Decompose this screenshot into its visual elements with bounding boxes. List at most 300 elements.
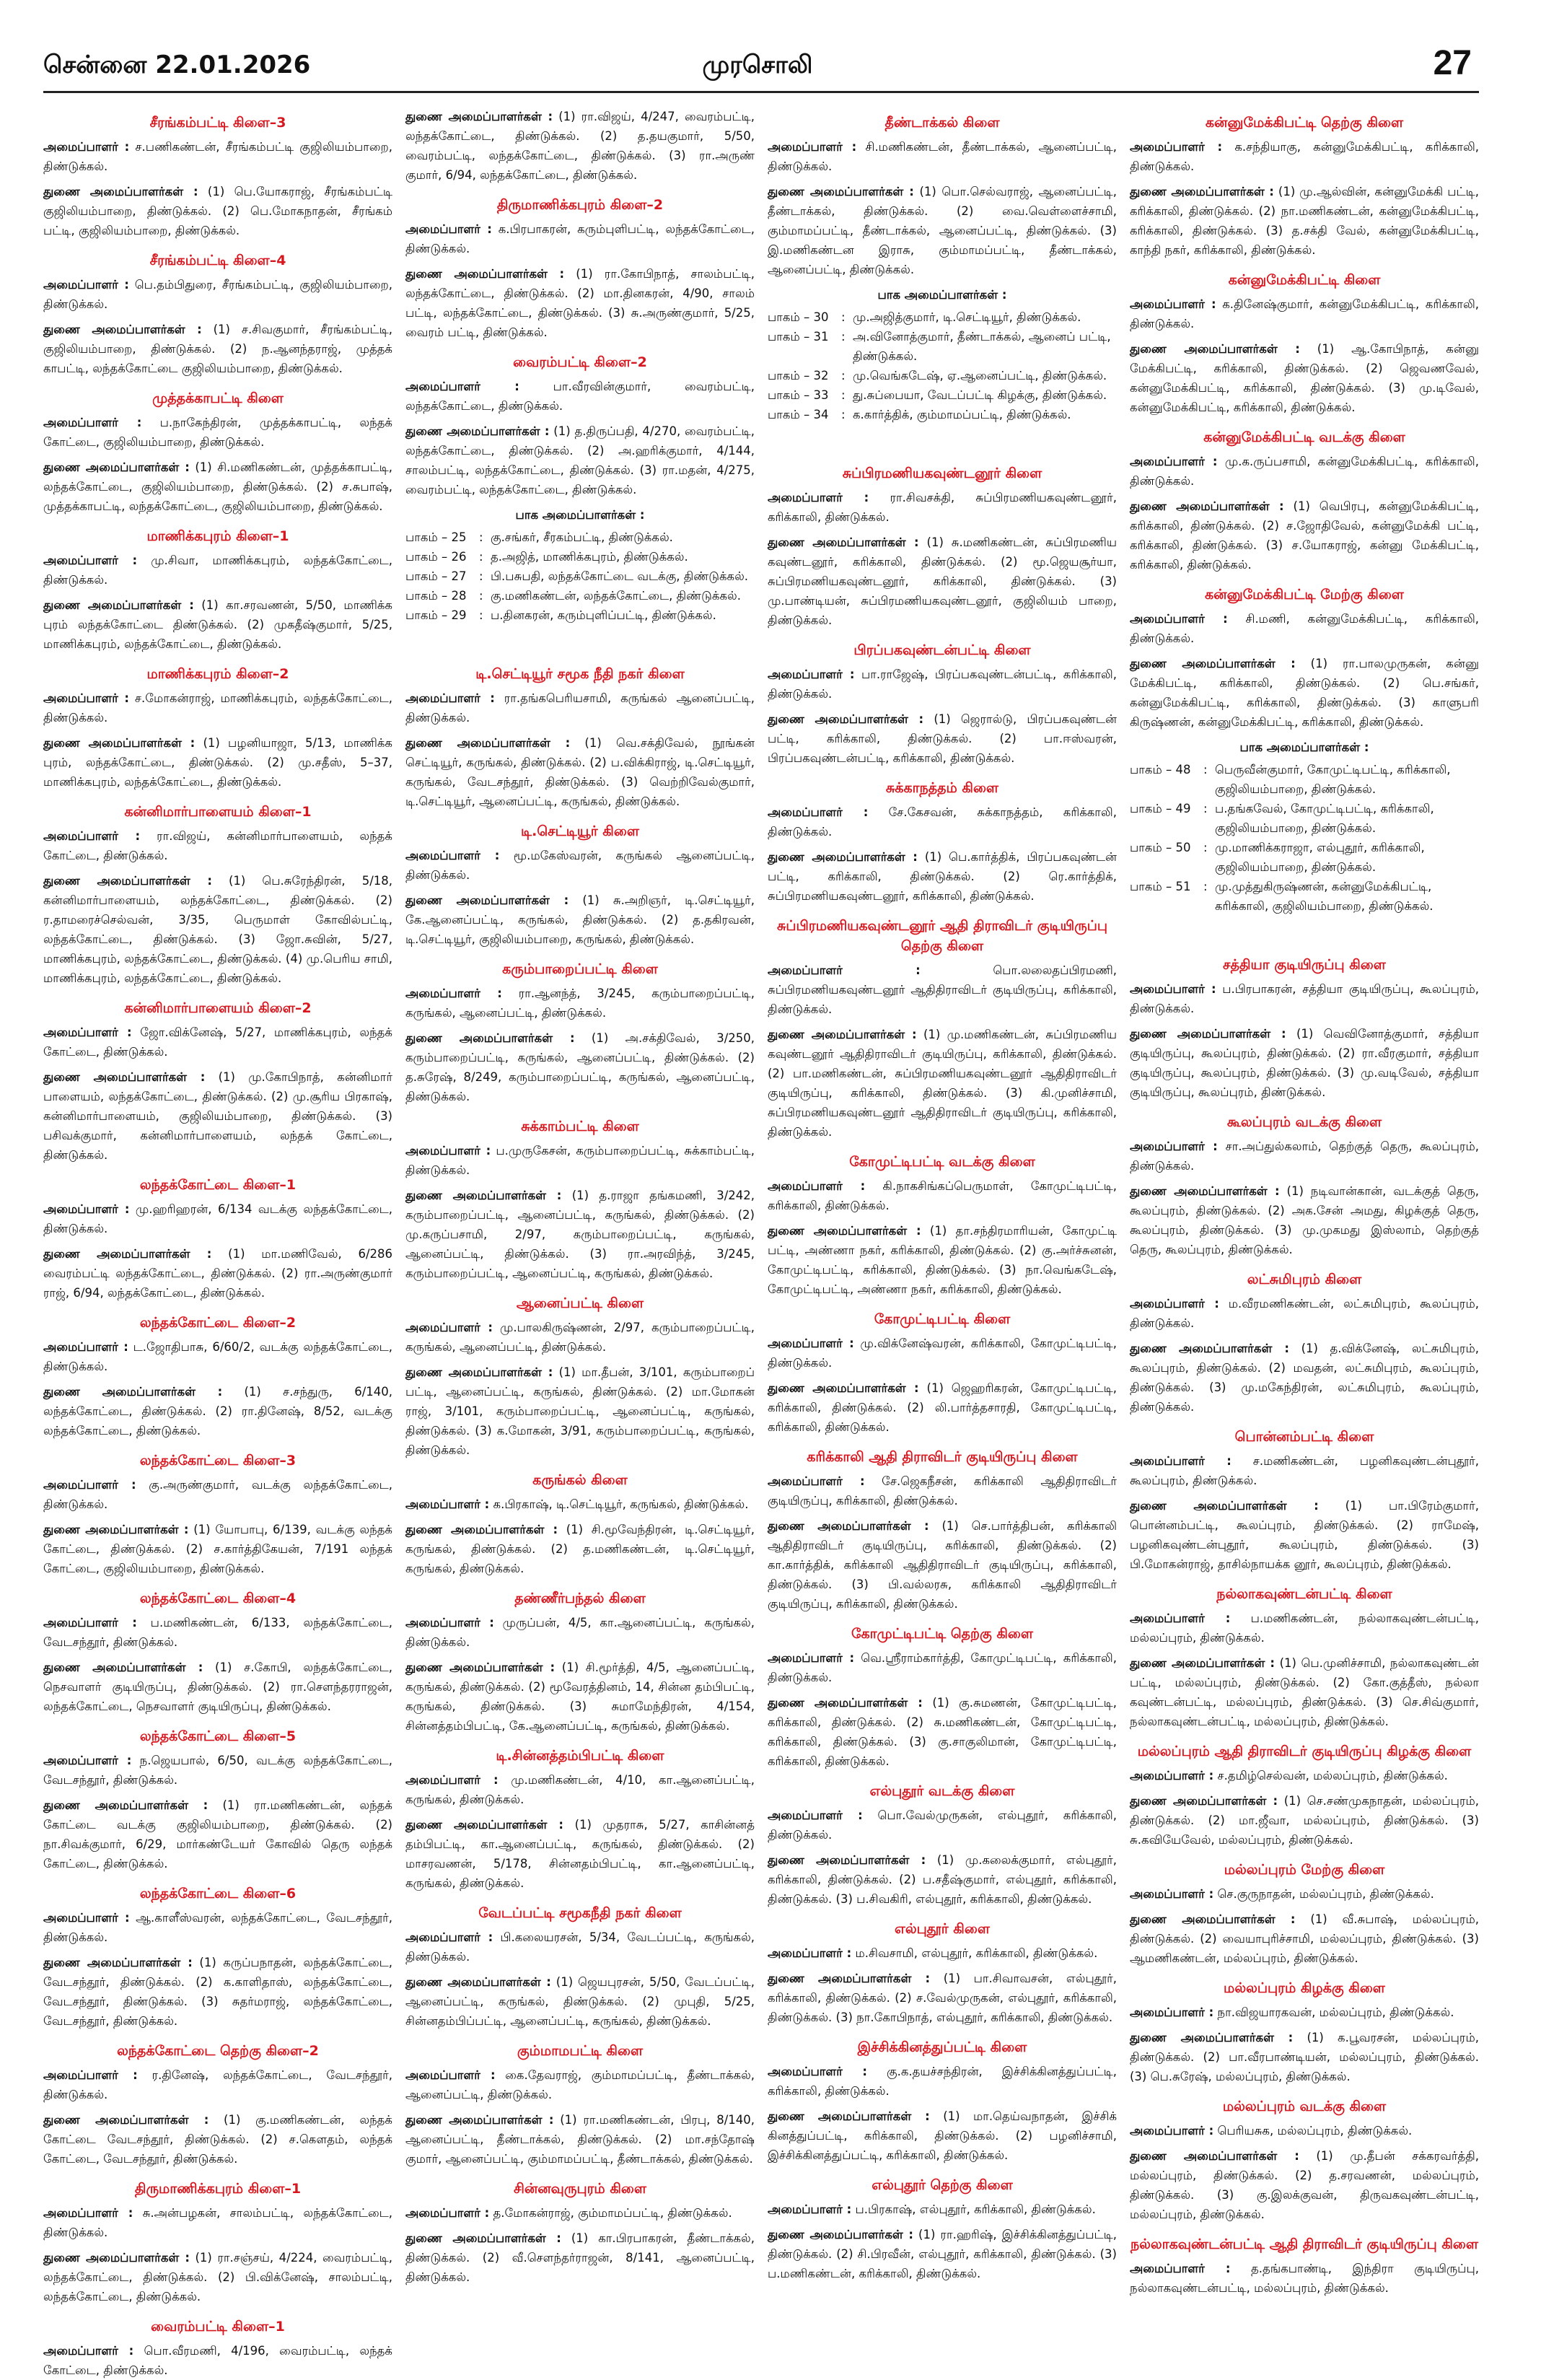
member-entry: [43, 1337, 392, 1376]
member-entry: [768, 533, 1117, 630]
branch-section: [1130, 1112, 1479, 1259]
member-names: (1) ரா.மணிகண்டன், லந்தக் கோட்டை வடக்கு குஜிலியம்பாறை, திண்டுக்கல். (2) நா.சிவக்குமார், 6/29, மார்கண்டேயர் கோவில் தெரு லந்தக் கோட்டை, திண்டுக்கல்.: [43, 1798, 392, 1871]
ward-number: பாகம் – 49: [1130, 802, 1191, 815]
member-entry: [768, 488, 1117, 527]
ward-row: [405, 586, 755, 605]
member-entry: [405, 377, 755, 416]
branch-section: [768, 1919, 1117, 2027]
member-names: (1) வீ.சுபாஷ், மல்லப்புரம், திண்டுக்கல். (2) வையாபுரிச்சாமி, மல்லப்புரம், திண்டுக்கல். (3) ஆமணிகண்டன், மல்லப்புரம், திண்டுக்கல்.: [1130, 1912, 1479, 1965]
member-names: (1) கருப்பநாதன், லந்தக்கோட்டை, வேடசந்தூர், திண்டுக்கல். (2) க.காளிதாஸ், லந்தக்கோட்டை, வேடசந்தூர், திண்டுக்கல். (3) சுதர்மராஜ், லந்தக்கோட்டை, வேடசந்தூர், திண்டுக்கல்.: [43, 1956, 392, 2028]
role-label: துணை அமைப்பாளர்கள் :: [405, 1189, 562, 1202]
branch-title: சீரங்கம்பட்டி கிளை–3: [149, 115, 286, 131]
section-gap: [1130, 916, 1479, 945]
ward-row: [405, 528, 755, 547]
member-names: (1) த.விக்னேஷ், லட்சுமிபுரம், கூலப்புரம், திண்டுக்கல். (2) மவதன், லட்சுமிபுரம், கூலப்புரம், திண்டுக்கல். (3) மு.மகேந்திரன், லட்சுமிபுரம், கூலப்புரம், திண்டுக்கல்.: [1130, 1342, 1480, 1414]
member-names: பி.கலையரசன், 5/34, வேடப்பட்டி, கருங்கல், திண்டுக்கல்.: [405, 1930, 755, 1964]
branch-title: எல்புதூர் தெற்கு கிளை: [872, 2177, 1013, 2193]
role-label: அமைப்பாளர் :: [405, 2068, 496, 2082]
branch-title: லந்தக்கோட்டை தெற்கு கிளை–2: [117, 2043, 319, 2059]
role-label: துணை அமைப்பாளர்கள் :: [43, 736, 196, 750]
member-entry: [405, 1770, 755, 1809]
ward-colon: :: [841, 310, 846, 324]
member-entry: [43, 458, 392, 516]
role-label: அமைப்பாளர் :: [768, 963, 921, 977]
ward-organizers-heading: பாக அமைப்பாளர்கள் :: [515, 508, 645, 522]
member-names: (1) க.பூவரசன், மல்லப்புரம், திண்டுக்கல். (2) பா.வீரபாண்டியன், மல்லப்புரம், திண்டுக்கல். (3) பெ.சுரேஷ், மல்லப்புரம், திண்டுக்கல்.: [1130, 2031, 1479, 2083]
role-label: துணை அமைப்பாளர்கள் :: [405, 2231, 561, 2245]
ward-number: பாகம் – 48: [1130, 763, 1191, 776]
member-entry: [405, 1520, 755, 1578]
member-names: (1) முதராசு, 5/27, காசின்னத் தம்பிபட்டி, கா.ஆனைப்பட்டி, கருங்கல், திண்டுக்கல். (2) மாசரவணன், 5/178, சின்னதம்பிபட்டி, கா.ஆனைப்பட்டி, கருங்கல், திண்டுக்கல்.: [405, 1818, 755, 1890]
role-label: அமைப்பாளர் :: [405, 222, 492, 236]
member-entry: [1130, 1609, 1479, 1648]
member-names: க.பிரபாகரன், கரும்புளிபட்டி, லந்தக்கோட்டை, திண்டுக்கல்.: [405, 222, 755, 255]
member-entry: [405, 1815, 755, 1893]
role-label: துணை அமைப்பாளர்கள் :: [768, 2109, 930, 2123]
ward-number: பாகம் – 27: [405, 569, 467, 583]
member-names: ச.மோகன்ராஜ், மாணிக்கபுரம், லந்தக்கோட்டை, திண்டுக்கல்.: [43, 691, 392, 725]
ward-number: பாகம் – 26: [405, 550, 467, 564]
member-entry: [43, 1953, 392, 2031]
branch-title: சுப்பிரமணியகவுண்டனூர் ஆதி திராவிடர் குடியிருப்பு தெற்கு கிளை: [777, 918, 1107, 954]
branch-title: மல்லப்புரம் கிழக்கு கிளை: [1224, 1980, 1385, 1996]
member-names: (1) நடிவான்கான், வடக்குத் தெரு, கூலப்புரம், திண்டுக்கல். (2) அக.சேன் அமது, கிழக்குத் தெரு, கூலப்புரம், திண்டுக்கல். (3) மு.முகமது இஸ்லாம், தெற்குத் தெரு, கூலப்புரம், திண்டுக்கல்.: [1130, 1184, 1480, 1256]
role-label: துணை அமைப்பாளர்கள் :: [768, 1028, 917, 1041]
member-names: பொ.லலைதப்பிரமணி, சுப்பிரமணியகவுண்டனூர் ஆதிதிராவிடர் குடியிருப்பு, கரிக்காலி, திண்டுக்கல்.: [768, 963, 1117, 1016]
branch-section: [768, 778, 1117, 906]
role-label: அமைப்பாளர் :: [405, 1497, 490, 1511]
branch-section: [768, 1309, 1117, 1437]
role-label: அமைப்பாளர் :: [43, 1754, 132, 1767]
member-entry: [1130, 2028, 1479, 2086]
member-entry: [43, 688, 392, 727]
role-label: துணை அமைப்பாளர்கள் :: [405, 110, 553, 123]
role-label: அமைப்பாளர் :: [1130, 1611, 1231, 1625]
branch-title: லட்சுமிபுரம் கிளை: [1247, 1272, 1362, 1287]
branch-title: ஆனைப்பட்டி கிளை: [516, 1295, 644, 1311]
role-label: துணை அமைப்பாளர்கள் :: [405, 1523, 558, 1536]
role-label: துணை அமைப்பாளர்கள் :: [1130, 1342, 1290, 1355]
member-entry: [43, 551, 392, 590]
branch-title: லந்தக்கோட்டை கிளை–2: [139, 1315, 297, 1331]
member-names: (1) மு.ஆல்வின், கன்னுமேக்கி பட்டி, கரிக்காலி, திண்டுக்கல். (2) நா.மணிகண்டன், கன்னுமேக்கிபட்டி, கரிக்காலி, திண்டுக்கல். (3) த.சக்தி வேல், கன்னுமேக்கிபட்டி, காந்தி நகர், கரிக்காலி, திண்டுக்கல்.: [1130, 185, 1479, 257]
ward-organizer: கு.சங்கர், சீரகம்பட்டி, திண்டுக்கல்.: [491, 530, 673, 544]
member-names: சி.மணி, கன்னுமேக்கிபட்டி, கரிக்காலி, திண்டுக்கல்.: [1130, 612, 1479, 645]
ward-colon: :: [479, 530, 483, 544]
role-label: துணை அமைப்பாளர்கள் :: [1130, 2031, 1294, 2044]
role-label: துணை அமைப்பாளர்கள் :: [43, 1956, 193, 1969]
branch-section: [768, 916, 1117, 1142]
member-entry: [405, 1362, 755, 1460]
member-entry: [768, 1943, 1117, 1963]
role-label: துணை அமைப்பாளர்கள் :: [43, 185, 198, 198]
branch-section: [43, 1884, 392, 2031]
branch-section: [43, 1451, 392, 1578]
branch-title: முத்தக்காபட்டி கிளை: [152, 390, 284, 406]
member-entry: [405, 1495, 755, 1514]
role-label: அமைப்பாளர் :: [1130, 140, 1223, 154]
branch-title: லந்தக்கோட்டை கிளை–3: [139, 1453, 297, 1469]
page-header: [43, 44, 1472, 101]
member-names: நா.விஜயாரகவன், மல்லப்புரம், திண்டுக்கல்.: [1217, 2005, 1454, 2019]
ward-row: [405, 566, 755, 586]
ward-colon: :: [479, 569, 483, 583]
role-label: அமைப்பாளர் :: [1130, 1139, 1218, 1153]
member-names: (1) சு.அறிஞர், டி.செட்டியூர், கே.ஆனைப்பட்டி, கருங்கல், திண்டுக்கல். (2) த.தகிரவன், டி.செட்டியூர், குஜிலியம்பாறை, கருங்கல், திண்டுக்கல்.: [405, 893, 755, 946]
member-names: (1) பெ.சுரேந்திரன், 5/18, கன்னிமார்பாளையம், லந்தக்கோட்டை, திண்டுக்கல். (2) ர.தாமரைச்செல்வன், 3/35, பெருமாள் கோவில்பட்டி, லந்தக்கோட்டை, திண்டுக்கல். (3) ஜோ.சுவின், 5/27, மாணிக்கபுரம், லந்தக்கோட்டை, திண்டுக்கல். (4) மு.பெரிய சாமி, மாணிக்கபுரம், லந்தக்கோட்டை, திண்டுக்கல்.: [43, 874, 392, 985]
member-entry: [43, 1658, 392, 1716]
member-names: ப.பிரகாஷ், எல்புதூர், கரிக்காலி, திண்டுக்கல்.: [855, 2202, 1096, 2216]
member-entry: [1130, 2146, 1479, 2224]
role-label: துணை அமைப்பாளர்கள் :: [405, 1661, 556, 1674]
member-entry: [405, 219, 755, 258]
role-label: துணை அமைப்பாளர்கள் :: [405, 1818, 563, 1832]
role-label: அமைப்பாளர் :: [1130, 982, 1216, 996]
branch-title: கும்மாமபட்டி கிளை: [517, 2043, 644, 2059]
member-entry: [43, 137, 392, 176]
member-entry: [405, 1972, 755, 2031]
branch-section: [1130, 270, 1479, 417]
branch-section: [43, 2316, 392, 2380]
member-entry: [405, 264, 755, 342]
member-entry: [405, 2203, 755, 2223]
branch-section: [43, 1726, 392, 1873]
role-label: துணை அமைப்பாளர்கள் :: [43, 460, 190, 474]
branch-section: [1130, 1584, 1479, 1731]
member-names: (1) மு.மணிகண்டன், சுப்பிரமணிய கவுண்டனூர் ஆதிதிராவிடர் குடியிருப்பு, கரிக்காலி, திண்டுக்கல். (2) பா.மணிகண்டன், சுப்பிரமணியகவுண்டனூர் ஆதிதிராவிடர் குடியிருப்பு, கரிக்காலி, திண்டுக்கல். (3) கி.முனிச்சாமி, சுப்பிரமணியகவுண்டனூர் ஆதிதிராவிடர் குடியிருப்பு, கரிக்காலி, திண்டுக்கல்.: [768, 1028, 1117, 1139]
ward-number: பாகம் – 33: [768, 388, 829, 402]
ward-colon: :: [479, 608, 483, 622]
branch-title: பிரப்பகவுண்டன்பட்டி கிளை: [853, 642, 1031, 658]
role-label: அமைப்பாளர் :: [1130, 1887, 1214, 1901]
member-entry: [768, 802, 1117, 841]
role-label: துணை அமைப்பாளர்கள் :: [768, 535, 919, 549]
ward-organizer: கு.மணிகண்டன், லந்தக்கோட்டை, திண்டுக்கல்.: [491, 589, 741, 603]
ward-organizer: மு.மாணிக்கராஜா, எல்புதூர், கரிக்காலி, குஜிலியம்பாறை, திண்டுக்கல்.: [1215, 841, 1425, 874]
member-names: ச.தமிழ்செல்வன், மல்லப்புரம், திண்டுக்கல்.: [1217, 1769, 1448, 1782]
member-entry: [1130, 294, 1479, 333]
role-label: துணை அமைப்பாளர்கள் :: [43, 2251, 190, 2265]
role-label: அமைப்பாளர் :: [1130, 297, 1216, 311]
member-entry: [1130, 1884, 1479, 1904]
branch-title: டி.செட்டியூர் கிளை: [521, 823, 639, 839]
member-names: மு.மணிகண்டன், 4/10, கா.ஆனைப்பட்டி, கருங்கல், திண்டுக்கல்.: [405, 1773, 755, 1806]
role-label: அமைப்பாளர் :: [43, 829, 141, 843]
branch-title: சீரங்கம்பட்டி கிளை–4: [149, 253, 286, 268]
member-names: த.தங்கபாண்டி, இந்திரா குடியிருப்பு, நல்லாகவுண்டன்பட்டி, மல்லப்புரம், திண்டுக்கல்.: [1130, 2262, 1479, 2295]
role-label: துணை அமைப்பாளர்கள் :: [405, 736, 571, 750]
branch-section: [768, 1152, 1117, 1299]
branch-section: [405, 352, 755, 654]
member-names: பொ.வீரமணி, 4/196, வைரம்பட்டி, லந்தக் கோட்டை, திண்டுக்கல்.: [43, 2344, 392, 2377]
role-label: அமைப்பாளர் :: [1130, 2005, 1214, 2019]
role-label: அமைப்பாளர் :: [405, 986, 502, 1000]
role-label: அமைப்பாளர் :: [43, 2344, 134, 2358]
branch-title: இச்சிக்கினத்துப்பட்டி கிளை: [857, 2039, 1027, 2055]
branch-title: கன்னிமார்பாளையம் கிளை–2: [124, 1000, 312, 1016]
member-names: (1) ஆ.கோபிநாத், கன்னு மேக்கிபட்டி, கரிக்காலி, திண்டுக்கல். (2) ஜெவணவேல், கன்னுமேக்கிபட்டி, கரிக்காலி, திண்டுக்கல். (3) மு.டிவேல், கன்னுமேக்கிபட்டி, கரிக்காலி, திண்டுக்கல்.: [1130, 342, 1479, 414]
role-label: அமைப்பாளர் :: [768, 2202, 852, 2216]
ward-row: [1130, 760, 1479, 799]
role-label: துணை அமைப்பாளர்கள் :: [1130, 342, 1300, 356]
branch-section: [43, 802, 392, 988]
ward-colon: :: [841, 330, 846, 344]
role-label: அமைப்பாளர் :: [405, 849, 500, 862]
branch-section: [1130, 585, 1479, 945]
member-entry: [405, 1141, 755, 1180]
member-entry: [768, 1969, 1117, 2027]
member-names: வெ.ஸ்ரீராம்கார்த்தி, கோமுட்டிபட்டி, கரிக்காலி, திண்டுக்கல்.: [768, 1651, 1117, 1684]
member-names: (1) ரா.சஞ்சய், 4/224, வைரம்பட்டி, லந்தக்கோட்டை, திண்டுக்கல். (2) பி.விக்னேஷ், சாலம்பட்டி, லந்தக்கோட்டை, திண்டுக்கல்.: [43, 2251, 392, 2304]
role-label: துணை அமைப்பாளர்கள் :: [405, 267, 565, 281]
member-names: மு.விக்னேஷ்வரன், கரிக்காலி, கோமுட்டிபட்டி, திண்டுக்கல்.: [768, 1336, 1117, 1370]
member-entry: [405, 891, 755, 949]
member-entry: [1130, 1137, 1479, 1176]
member-entry: [768, 1693, 1117, 1771]
branch-title: நல்லாகவுண்டன்பட்டி கிளை: [1216, 1586, 1392, 1602]
member-entry: [768, 2225, 1117, 2283]
member-names: (1) ஜெஹரிகரன், கோமுட்டிபட்டி, கரிக்காலி, திண்டுக்கல். (2) லி.பார்த்தசாரதி, கோமுட்டிபட்டி, கரிக்காலி, திண்டுக்கல்.: [768, 1381, 1117, 1434]
member-names: ம.வீரமணிகண்டன், லட்சுமிபுரம், கூலப்புரம், திண்டுக்கல்.: [1130, 1297, 1479, 1330]
role-label: அமைப்பாளர் :: [1130, 1769, 1214, 1782]
branch-section: [1130, 1860, 1479, 1968]
member-names: (1) மு.தீபன் சக்கரவர்த்தி, மல்லப்புரம், திண்டுக்கல். (2) த.சரவணன், மல்லப்புரம், திண்டுக்கல். (3) கு.இலக்குவன், திருவகவுண்டன்பட்டி, மல்லப்புரம், திண்டுக்கல்.: [1130, 2149, 1479, 2221]
member-names: சே.ஜெகநீசன், கரிக்காலி ஆதிதிராவிடர் குடியிருப்பு, கரிக்காலி, திண்டுக்கல்.: [768, 1474, 1117, 1508]
member-names: (1) சி.மூர்த்தி, 4/5, ஆனைப்பட்டி, கருங்கல், திண்டுக்கல். (2) மூவேரத்தினம், 14, சின்ன தம்பிபட்டி, கருங்கல், திண்டுக்கல். (3) சுமாமேந்திரன், 4/154, சின்னத்தம்பிபட்டி, கே.ஆனைப்பட்டி, கருங்கல், திண்டுக்கல்.: [405, 1661, 755, 1733]
member-entry: [405, 1658, 755, 1736]
member-entry: [1130, 1294, 1479, 1333]
member-names: ச.மணிகண்டன், பழனிகவுண்டன்புதூர், கூலப்புரம், திண்டுக்கல்.: [1130, 1454, 1480, 1487]
member-names: (1) கா.சரவணன், 5/50, மாணிக்க புரம் லந்தக்கோட்டை திண்டுக்கல். (2) முகதீஷ்குமார், 5/25, மாணிக்கபுரம், லந்தக்கோட்டை, திண்டுக்கல்.: [43, 598, 392, 651]
member-entry: [43, 2341, 392, 2380]
member-entry: [43, 2248, 392, 2306]
branch-section: [405, 2179, 755, 2287]
ward-colon: :: [841, 408, 846, 421]
member-entry: [405, 1613, 755, 1652]
branch-section: [405, 1903, 755, 2031]
branch-section: [1130, 1269, 1479, 1417]
role-label: துணை அமைப்பாளர்கள் :: [43, 1247, 212, 1261]
member-names: ரா.தங்கபெரியசாமி, கருங்கல் ஆனைப்பட்டி, திண்டுக்கல்.: [405, 691, 755, 725]
branch-section: [405, 1116, 755, 1283]
ward-organizers-heading: பாக அமைப்பாளர்கள் :: [877, 288, 1007, 302]
role-label: அமைப்பாளர் :: [43, 140, 130, 154]
branch-section: [405, 959, 755, 1106]
branch-section: [43, 1175, 392, 1303]
ward-colon: :: [1203, 880, 1208, 893]
branch-title: சுக்காம்பட்டி கிளை: [521, 1119, 639, 1134]
branch-section: [405, 2041, 755, 2169]
ward-organizer: க.கார்த்திக், கும்மாமப்பட்டி, திண்டுக்கல்.: [853, 408, 1071, 421]
branch-title: எல்புதூர் வடக்கு கிளை: [869, 1783, 1015, 1799]
branch-section: [43, 1588, 392, 1716]
ward-number: பாகம் – 31: [768, 330, 829, 344]
branch-title: டி.சின்னத்தம்பிபட்டி கிளை: [496, 1748, 664, 1764]
member-entry: [768, 1806, 1117, 1845]
role-label: அமைப்பாளர் :: [405, 691, 495, 705]
member-entry: [405, 984, 755, 1023]
ward-organizer: ப.தங்கவேல், கோமுட்டிபட்டி, கரிக்காலி, குஜிலியம்பாறை, திண்டுக்கல்.: [1215, 802, 1434, 835]
member-entry: [768, 1176, 1117, 1215]
member-entry: [43, 413, 392, 452]
ward-colon: :: [479, 589, 483, 603]
member-names: பெரியசுக, மல்லப்புரம், திண்டுக்கல்.: [1217, 2124, 1413, 2138]
article-columns: [43, 107, 1480, 2377]
member-names: ர.தினேஷ், லந்தக்கோட்டை, வேடசந்தூர், திண்டுக்கல்.: [43, 2068, 392, 2101]
member-names: (1) தா.சந்திரமாரியன், கோமுட்டி பட்டி, அண்ணா நகர், கரிக்காலி, திண்டுக்கல். (2) கு.அர்ச்சுனன், கோமுட்டிபட்டி, கரிக்காலி, திண்டுக்கல். (3) நா.வெங்கடேஷ், கோமுட்டிபட்டி, அண்ணா நகர், கரிக்காலி, திண்டுக்கல்.: [768, 1224, 1117, 1296]
ward-colon: :: [841, 369, 846, 382]
role-label: துணை அமைப்பாளர்கள் :: [405, 1031, 575, 1045]
member-names: (1) கு.மணிகண்டன், லந்தக் கோட்டை வேடசந்தூர், திண்டுக்கல். (2) ச.கௌதம், லந்தக் கோட்டை, வேடசந்தூர், திண்டுக்கல்.: [43, 2113, 392, 2166]
branch-section: [405, 664, 755, 811]
branch-title: மல்லப்புரம் மேற்கு கிளை: [1224, 1862, 1385, 1878]
member-names: (1) மு.கலைக்குமார், எல்புதூர், கரிக்காலி, திண்டுக்கல். (2) ப.சதீஷ்குமார், எல்புதூர், கரிக்காலி, திண்டுக்கல். (3) ப.சிவகிரி, எல்புதூர், கரிக்காலி, திண்டுக்கல்.: [768, 1853, 1117, 1906]
role-label: துணை அமைப்பாளர்கள் :: [43, 598, 194, 612]
member-entry: [43, 2065, 392, 2104]
section-gap: [768, 424, 1117, 453]
member-entry: [43, 1475, 392, 1514]
member-names: கு.அருண்குமார், வடக்கு லந்தக்கோட்டை, திண்டுக்கல்.: [43, 1478, 392, 1511]
role-label: அமைப்பாளர் :: [768, 805, 869, 819]
member-names: கை.தேவராஜ், கும்மாமப்பட்டி, தீண்டாக்கல், ஆனைப்பட்டி, திண்டுக்கல்.: [405, 2068, 755, 2101]
member-names: (1) ஜெரால்டு, பிரப்பகவுண்டன் பட்டி, கரிக்காலி, திண்டுக்கல். (2) பா.ஈஸ்வரன், பிரப்பகவுண்டன்பட்டி, கரிக்காலி, திண்டுக்கல்.: [768, 712, 1118, 765]
member-entry: [43, 1520, 392, 1578]
branch-title: மாணிக்கபுரம் கிளை–2: [146, 666, 289, 682]
member-names: ரா.சிவசக்தி, சுப்பிரமணியகவுண்டனூர், கரிக்காலி, திண்டுக்கல்.: [768, 491, 1117, 524]
branch-section: [768, 463, 1117, 630]
role-label: துணை அமைப்பாளர்கள் :: [768, 1853, 926, 1867]
role-label: அமைப்பாளர் :: [768, 2065, 868, 2078]
ward-row: [405, 605, 755, 625]
member-entry: [43, 871, 392, 988]
member-entry: [768, 2200, 1117, 2219]
role-label: அமைப்பாளர் :: [405, 1321, 493, 1334]
role-label: துணை அமைப்பாளர்கள் :: [1130, 1027, 1286, 1041]
ward-organizer: பி.பசுபதி, லந்தக்கோட்டை வடக்கு, திண்டுக்கல்.: [491, 569, 749, 583]
role-label: துணை அமைப்பாளர்கள் :: [43, 1661, 203, 1674]
member-entry: [405, 2065, 755, 2104]
ward-number: பாகம் – 51: [1130, 880, 1191, 893]
member-entry: [1130, 1024, 1479, 1102]
role-label: அமைப்பாளர் :: [43, 691, 129, 705]
branch-title: கூலப்புரம் வடக்கு கிளை: [1226, 1114, 1382, 1130]
member-names: (1) ச.கோபி, லந்தக்கோட்டை, நெசவாளர் குடியிருப்பு, திண்டுக்கல். (2) ரா.செளந்தரராஜன், லந்தக்கோட்டை, நெசவாளர் குடியிருப்பு, திண்டுக்கல்.: [43, 1661, 392, 1713]
member-names: ப.நாகேந்திரன், முத்தக்காபட்டி, லந்தக் கோட்டை, குஜிலியம்பாறை, திண்டுக்கல்.: [43, 416, 392, 449]
member-names: சி.மணிகண்டன், தீண்டாக்கல், ஆனைப்பட்டி, திண்டுக்கல்.: [768, 140, 1118, 173]
branch-title: கன்னுமேக்கிபட்டி கிளை: [1228, 272, 1381, 288]
role-label: துணை அமைப்பாளர்கள் :: [768, 1519, 929, 1533]
branch-title: கருங்கல் கிளை: [532, 1472, 628, 1488]
member-names: ரா.ஆனந்த், 3/245, கரும்பாறைப்பட்டி, கருங்கல், ஆனைப்பட்டி, திண்டுக்கல்.: [405, 986, 755, 1020]
member-entry: [43, 1795, 392, 1873]
branch-section: [405, 821, 755, 949]
role-label: அமைப்பாளர் :: [1130, 1297, 1219, 1311]
member-entry: [405, 688, 755, 727]
member-names: (1) சி.மணிகண்டன், முத்தக்காபட்டி, லந்தக்கோட்டை, குஜிலியம்பாறை, திண்டுக்கல். (2) ச.சுபாஷ், முத்தக்காபட்டி, லந்தக்கோட்டை, குஜிலியம்பாறை, திண்டுக்கல்.: [43, 460, 392, 513]
member-names: (1) ஜெயபுரசன், 5/50, வேடப்பட்டி, ஆனைப்பட்டி, கருங்கல், திண்டுக்கல். (2) முபுதி, 5/25, சின்னதம்பிப்பட்டி, ஆனைப்பட்டி, கருங்கல், திண்டுக்கல்.: [405, 1975, 755, 2028]
branch-title: லந்தக்கோட்டை கிளை–6: [139, 1886, 297, 1902]
member-names: (1) ச.சந்துரு, 6/140, லந்தக்கோட்டை, திண்டுக்கல். (2) ரா.தினேஷ், 8/52, வடக்கு லந்தக்கோட்டை, திண்டுக்கல்.: [43, 1385, 392, 1438]
member-names: (1) சு.மணிகண்டன், சுப்பிரமணிய கவுண்டனூர், கரிக்காலி, திண்டுக்கல். (2) மூ.ஜெயசூர்யா, சுப்பிரமணியகவுண்டனூர், கரிக்காலி, திண்டுக்கல். (3) மு.பாண்டியன், சுப்பிரமணியகவுண்டனூர், குஜிலியம் பாறை, திண்டுக்கல்.: [768, 535, 1117, 627]
branch-section: [43, 2041, 392, 2169]
member-entry: [1130, 654, 1479, 732]
member-entry: [768, 709, 1117, 768]
member-entry: [768, 1850, 1117, 1909]
branch-section: [768, 2175, 1117, 2283]
member-names: க.பிரகாஷ், டி.செட்டியூர், கருங்கல், திண்டுக்கல்.: [493, 1497, 749, 1511]
member-names: ப.பிரபாகரன், சத்தியா குடியிருப்பு, கூலப்புரம், திண்டுக்கல்.: [1130, 982, 1479, 1015]
role-label: துணை அமைப்பாளர்கள் :: [768, 1696, 923, 1710]
member-names: (1) த.ராஜா தங்கமணி, 3/242, கரும்பாறைப்பட்டி, ஆனைப்பட்டி, கருங்கல், திண்டுக்கல். (2) மு.கருப்பசாமி, 2/97, கரும்பாறைப்பட்டி, கருங்கல், ஆனைப்பட்டி, திண்டுக்கல். (3) ரா.அரவிந்த், 3/245, கரும்பாறைப்பட்டி, ஆனைப்பட்டி, கருங்கல், திண்டுக்கல்.: [405, 1189, 755, 1280]
branch-title: சின்னவுருபுரம் கிளை: [513, 2181, 647, 2197]
member-entry: [405, 107, 755, 185]
member-entry: [405, 421, 755, 499]
member-entry: [1130, 182, 1479, 260]
branch-title: கோமுட்டிபட்டி வடக்கு கிளை: [849, 1154, 1035, 1170]
member-entry: [43, 2110, 392, 2169]
role-label: அமைப்பாளர் :: [43, 2068, 138, 2082]
member-names: மூ.மகேஸ்வரன், கருங்கல் ஆனைப்பட்டி, திண்டுக்கல்.: [405, 849, 755, 882]
ward-colon: :: [1203, 802, 1208, 815]
branch-title: பொன்னம்பட்டி கிளை: [1234, 1429, 1374, 1445]
member-names: (1) ரா.பாலமுருகன், கன்னு மேக்கிபட்டி, கரிக்காலி, திண்டுக்கல். (2) பெ.சங்கர், கன்னுமேக்கிபட்டி, கரிக்காலி, திண்டுக்கல். (3) காளுபரி கிருஷ்ணன், கன்னுமேக்கிபட்டி, கரிக்காலி, திண்டுக்கல்.: [1130, 657, 1479, 729]
branch-title: கன்னிமார்பாளையம் கிளை–1: [124, 804, 312, 820]
branch-title: கன்னுமேக்கிபட்டி தெற்கு கிளை: [1205, 115, 1404, 131]
branch-title: கன்னுமேக்கிபட்டி மேற்கு கிளை: [1205, 587, 1404, 603]
branch-title: வேடப்பட்டி சமூகநீதி நகர் கிளை: [478, 1905, 682, 1921]
dateline: சென்னை 22.01.2026: [43, 51, 311, 79]
branch-title: வைரம்பட்டி கிளை–2: [513, 354, 647, 370]
role-label: அமைப்பாளர் :: [43, 1340, 128, 1354]
branch-title: கோமுட்டிபட்டி தெற்கு கிளை: [851, 1626, 1034, 1642]
branch-title: நல்லாகவுண்டன்பட்டி ஆதி திராவிடர் குடியிருப்பு கிளை: [1130, 2236, 1479, 2252]
member-entry: [768, 847, 1117, 906]
branch-title: மல்லப்புரம் வடக்கு கிளை: [1222, 2099, 1387, 2114]
member-entry: [768, 1648, 1117, 1687]
role-label: அமைப்பாளர் :: [43, 416, 142, 429]
column-1: [43, 107, 393, 2377]
member-entry: [768, 1516, 1117, 1614]
member-names: பெ.தம்பிதுரை, சீரங்கம்பட்டி, குஜிலியம்பாறை, திண்டுக்கல்.: [43, 278, 392, 311]
member-entry: [768, 182, 1117, 279]
role-label: அமைப்பாளர் :: [405, 2206, 490, 2220]
role-label: துணை அமைப்பாளர்கள் :: [405, 893, 569, 907]
branch-title: லந்தக்கோட்டை கிளை–1: [139, 1177, 297, 1193]
member-entry: [43, 1244, 392, 1303]
ward-colon: :: [1203, 841, 1208, 854]
role-label: அமைப்பாளர் :: [768, 140, 857, 154]
role-label: அமைப்பாளர் :: [1130, 1454, 1232, 1468]
member-names: (1) செ.சண்முகநாதன், மல்லப்புரம், திண்டுக்கல். (2) மா.ஜீவா, மல்லப்புரம், திண்டுக்கல். (3) சு.கவியேவேல், மல்லப்புரம், திண்டுக்கல்.: [1130, 1794, 1479, 1847]
role-label: அமைப்பாளர் :: [768, 1336, 854, 1350]
ward-number: பாகம் – 32: [768, 369, 829, 382]
member-names: மு.பாலகிருஷ்ணன், 2/97, கரும்பாறைப்பட்டி, கருங்கல், ஆனைப்பட்டி, திண்டுக்கல்.: [405, 1321, 755, 1354]
ward-row: [768, 385, 1117, 405]
role-label: துணை அமைப்பாளர்கள் :: [405, 424, 550, 438]
branch-title: கன்னுமேக்கிபட்டி வடக்கு கிளை: [1203, 429, 1405, 445]
branch-title: சுக்காநத்தம் கிளை: [885, 780, 999, 796]
branch-section: [768, 1447, 1117, 1614]
ward-number: பாகம் – 29: [405, 608, 467, 622]
ward-colon: :: [1203, 763, 1208, 776]
branch-section: [1130, 2096, 1479, 2224]
role-label: துணை அமைப்பாளர்கள் :: [1130, 1656, 1276, 1670]
member-names: (1) பொ.செல்வராஜ், ஆனைப்பட்டி, தீண்டாக்கல், திண்டுக்கல். (2) வை.வெள்ளைச்சாமி, கும்மாமப்பட்டி, தீண்டாக்கல், ஆனைப்பட்டி, திண்டுக்கல். (3) இ.மணிகண்டன இராசு, கும்மாமப்பட்டி, தீண்டாக்கல், ஆனைப்பட்டி, திண்டுக்கல்.: [768, 185, 1118, 276]
member-names: (1) ரா.ஹரிஷ், இச்சிக்கினத்துப்பட்டி, திண்டுக்கல். (2) சி.பிரவீன், எல்புதூர், கரிக்காலி, திண்டுக்கல். (3) ப.மணிகண்டன், கரிக்காலி, திண்டுக்கல்.: [768, 2228, 1117, 2280]
member-names: (1) மா.தீபன், 3/101, கரும்பாறைப் பட்டி, ஆனைப்பட்டி, கருங்கல், திண்டுக்கல். (2) மா.மோகன் ராஜ், 3/101, கரும்பாறைப்பட்டி, ஆனைப்பட்டி, கருங்கல், திண்டுக்கல். (3) க.மோகன், 3/91, கரும்பாறைப்பட்டி, கருங்கல், திண்டுக்கல்.: [405, 1365, 755, 1457]
ward-row: [1130, 838, 1479, 877]
member-names: (1) சி.மூவேந்திரன், டி.செட்டியூர், கருங்கல், திண்டுக்கல். (2) த.மணிகண்டன், டி.செட்டியூர், கருங்கல், திண்டுக்கல்.: [405, 1523, 755, 1575]
